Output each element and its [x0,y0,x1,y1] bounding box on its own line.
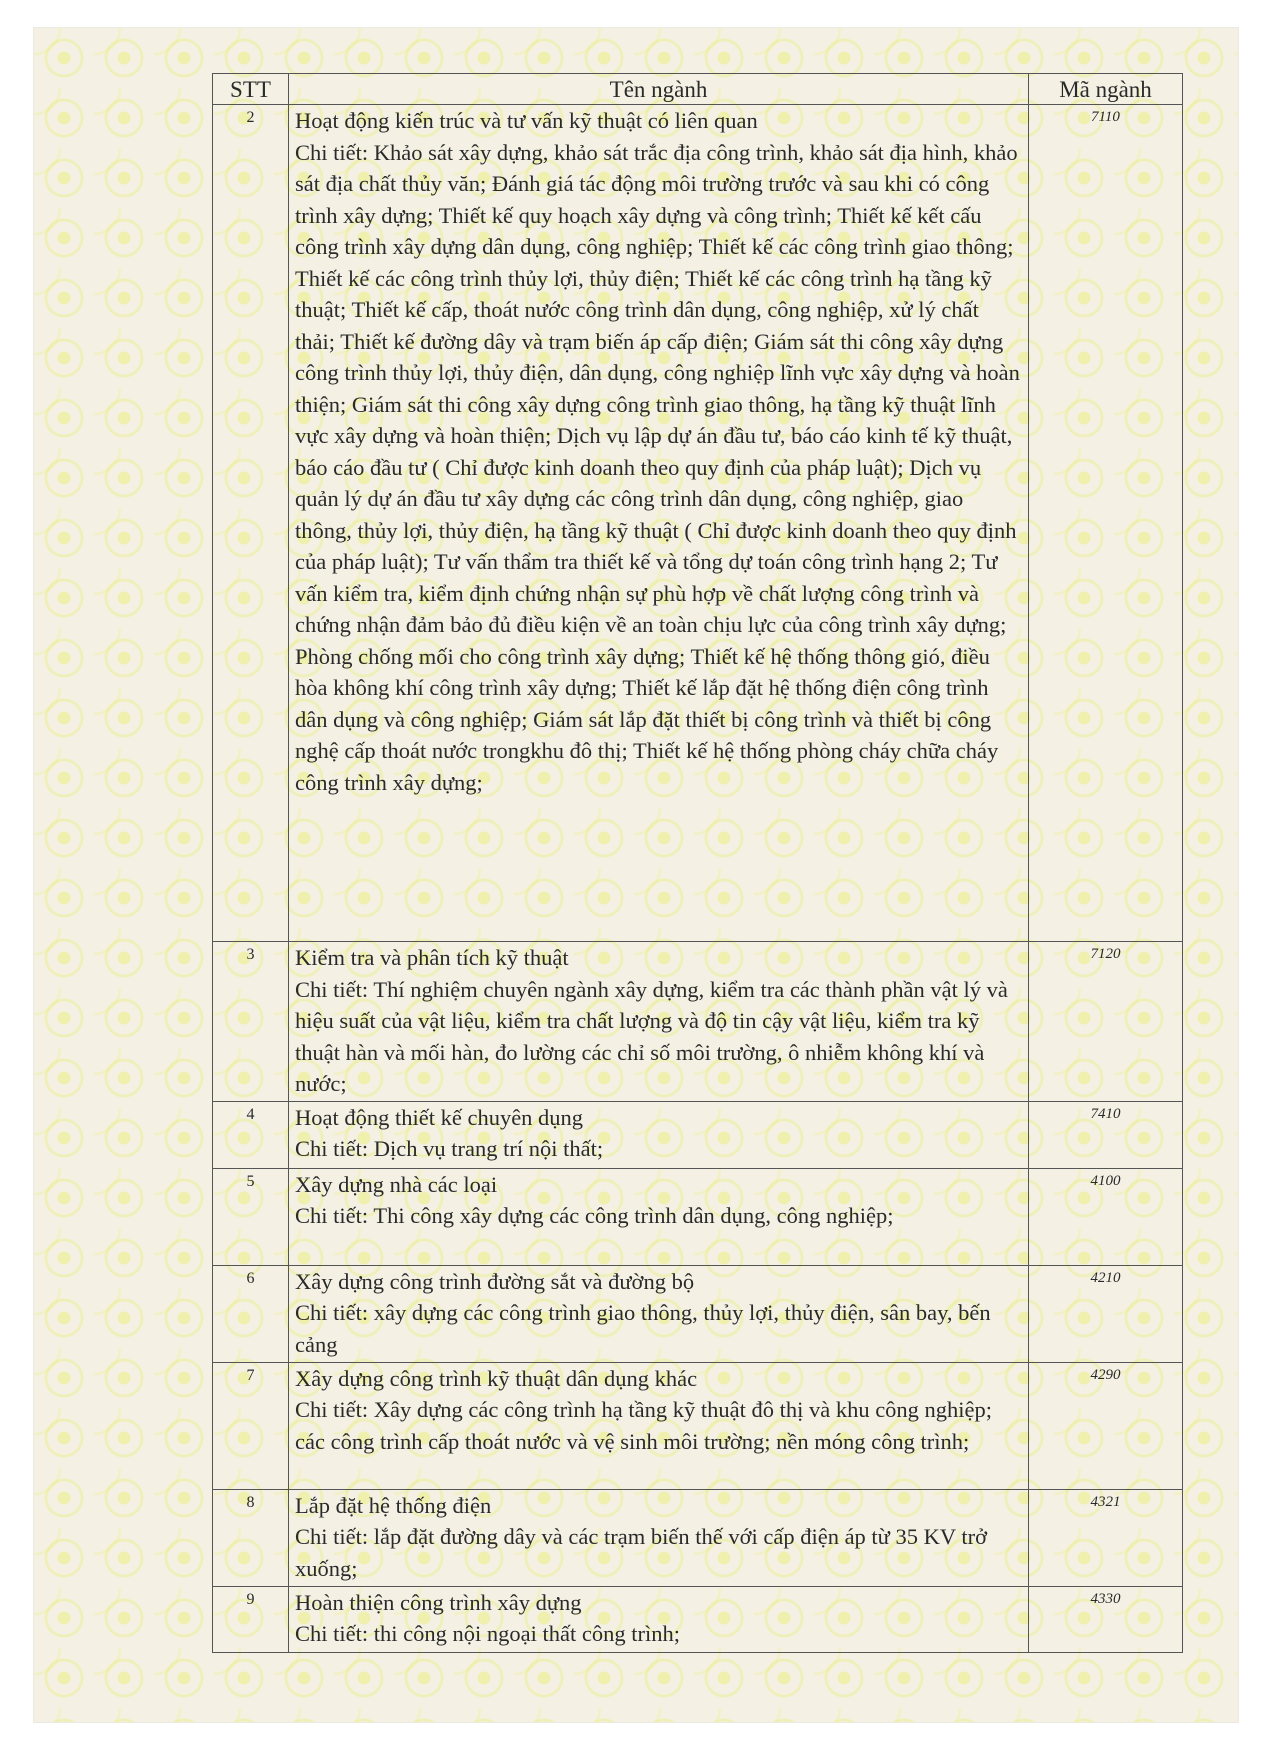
row-title: Xây dựng nhà các loại [295,1171,498,1197]
row-stt: 7 [213,1362,289,1489]
row-code: 7110 [1029,105,1183,942]
row-code: 4290 [1029,1362,1183,1489]
table-row [213,1101,1183,1168]
row-title: Xây dựng công trình đường sắt và đường bộ [295,1268,695,1294]
row-detail: Chi tiết: Thi công xây dựng các công trình dân dụng, công nghiệp; [295,1203,894,1228]
row-detail: Chi tiết: Dịch vụ trang trí nội thất; [295,1136,604,1161]
row-detail: Chi tiết: Xây dựng các công trình hạ tầng kỹ thuật đô thị và khu công nghiệp; các công trình cấp thoát nước và vệ sinh môi trường; nền móng công trình; [295,1397,993,1454]
row-name-cell [289,1362,1029,1489]
row-name-cell [289,105,1029,942]
row-title: Kiểm tra và phân tích kỹ thuật [295,945,569,970]
row-detail: Chi tiết: lắp đặt đường dây và các trạm biến thế với cấp điện áp từ 35 KV trở xuống; [295,1524,987,1581]
row-stt: 9 [213,1586,289,1652]
row-stt: 8 [213,1489,289,1586]
row-code: 4330 [1029,1586,1183,1652]
table-row [213,1586,1183,1652]
row-name-cell [289,1586,1029,1652]
row-code: 4210 [1029,1265,1183,1362]
row-detail: Chi tiết: Khảo sát xây dựng, khảo sát trắc địa công trình, khảo sát địa hình, khảo sát địa chất thủy văn; Đánh giá tác động môi trường trước và sau khi có công trình xây dựng; Thiết kế quy hoạch xây dựng và công trình; Thiết kế kết cấu công trình xây dựng dân dụng, công nghiệp; Thiết kế các công trình giao thông; Thiết kế các công trình thủy lợi, thủy điện; Thiết kế các công trình hạ tầng kỹ thuật; Thiết kế cấp, thoát nước công trình dân dụng, công nghiệp, xử lý chất thải; Thiết kế đường dây và trạm biến áp cấp điện; Giám sát thi công xây dựng công trình thủy lợi, thủy điện, dân dụng, công nghiệp lĩnh vực xây dựng và hoàn thiện; Giám sát thi công xây dựng công trình giao thông, hạ tầng kỹ thuật lĩnh vực xây dựng và hoàn thiện; Dịch vụ lập dự án đầu tư, báo cáo kinh tế kỹ thuật, báo cáo đầu tư ( Chỉ được kinh doanh theo quy định của pháp luật); Dịch vụ quản lý dự án đầu tư xây dựng các công trình dân dụng, công nghiệp, giao thông, thủy lợi, thủy điện, hạ tầng kỹ thuật ( Chỉ được kinh doanh theo quy định của pháp luật); Tư vấn thẩm tra thiết kế và tổng dự toán công trình hạng 2; Tư vấn kiểm tra, kiểm định chứng nhận sự phù hợp về chất lượng công trình và chứng nhận đảm bảo đủ điều kiện về an toàn chịu lực của công trình xây dựng; Phòng chống mối cho công trình xây dựng; Thiết kế hệ thống thông gió, điều hòa không khí công trình xây dựng; Thiết kế lắp đặt hệ thống điện công trình dân dụng và công nghiệp; Giám sát lắp đặt thiết bị công trình và thiết bị công nghệ cấp thoát nước trongkhu đô thị; Thiết kế hệ thống phòng cháy chữa cháy công trình xây dựng; [295,139,1020,795]
row-title: Hoàn thiện công trình xây dựng [295,1589,582,1615]
table-row [213,1489,1183,1586]
row-stt: 4 [213,1101,289,1168]
row-detail: Chi tiết: thi công nội ngoại thất công trình; [295,1621,680,1646]
table-row [213,1168,1183,1265]
table-row [213,1362,1183,1489]
row-code: 4321 [1029,1489,1183,1586]
row-title: Hoạt động kiến trúc và tư vấn kỹ thuật có liên quan [295,108,758,133]
table-row [213,105,1183,942]
table-row [213,942,1183,1102]
row-name-cell [289,1265,1029,1362]
row-stt: 2 [213,105,289,942]
row-title: Hoạt động thiết kế chuyên dụng [295,1104,584,1130]
row-title: Lắp đặt hệ thống điện [295,1492,492,1518]
row-detail: Chi tiết: Thí nghiệm chuyên ngành xây dựng, kiểm tra các thành phần vật lý và hiệu suất của vật liệu, kiểm tra chất lượng và độ tin cậy vật liệu, kiểm tra kỹ thuật hàn và mối hàn, đo lường các chỉ số môi trường, ô nhiễm không khí và nước; [295,976,1008,1096]
row-stt: 5 [213,1168,289,1265]
header-stt: STT [213,74,289,105]
table-row [213,1265,1183,1362]
row-code: 4100 [1029,1168,1183,1265]
row-name-cell [289,1489,1029,1586]
row-stt: 3 [213,942,289,1102]
row-code: 7410 [1029,1101,1183,1168]
header-code: Mã ngành [1029,74,1183,105]
row-name-cell [289,1101,1029,1168]
row-stt: 6 [213,1265,289,1362]
row-title: Xây dựng công trình kỹ thuật dân dụng khác [295,1365,698,1391]
business-lines-table [212,73,1183,1653]
table-header-row [213,74,1183,105]
row-name-cell [289,942,1029,1102]
header-name: Tên ngành [289,74,1029,105]
row-detail: Chi tiết: xây dựng các công trình giao thông, thủy lợi, thủy điện, sân bay, bến cảng [295,1300,991,1357]
row-code: 7120 [1029,942,1183,1102]
row-name-cell [289,1168,1029,1265]
